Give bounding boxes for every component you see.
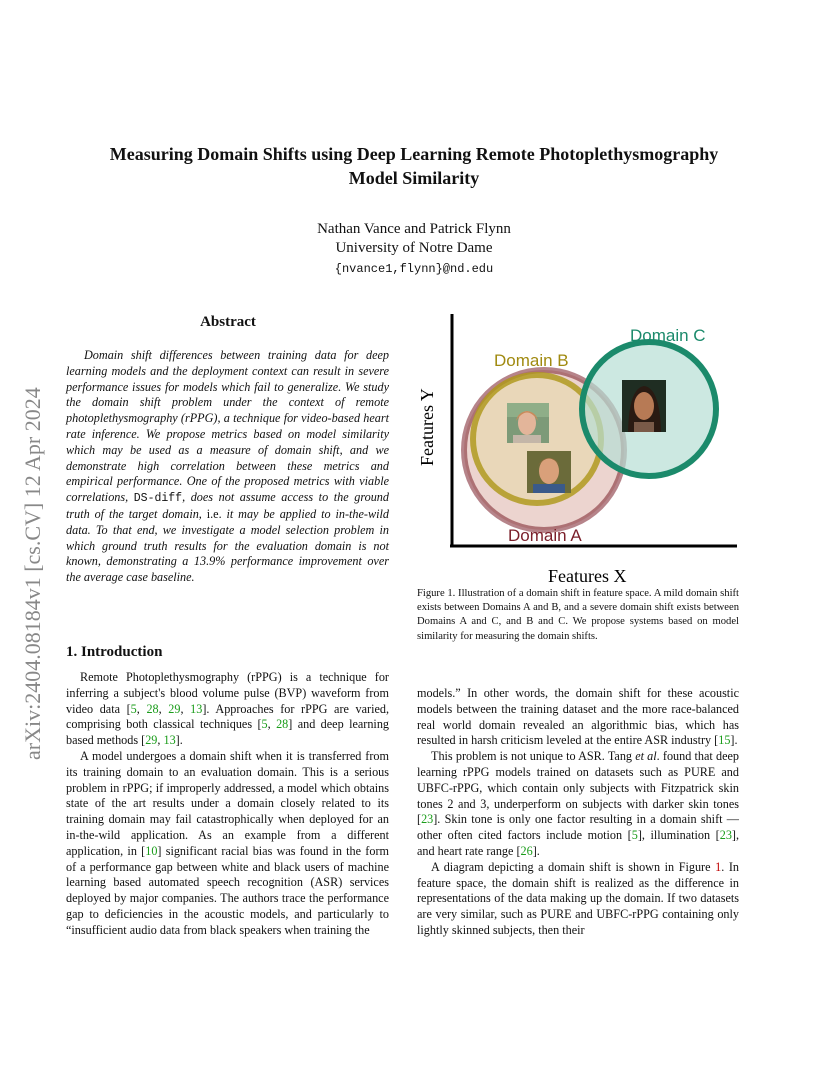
citation-link[interactable]: 15 — [718, 733, 731, 748]
right-paragraph-1: models.” In other words, the domain shift for these acoustic models between the training dataset and the more race-balanced real world domain revealed an algorithmic bias, which has resulted in harsh criticism leveled at the entire ASR industry [15]. — [417, 686, 739, 748]
author-names: Nathan Vance and Patrick Flynn — [317, 221, 511, 237]
citation-link[interactable]: 13 — [190, 701, 203, 716]
face-photo-2 — [527, 451, 571, 493]
figure-caption: Figure 1. Illustration of a domain shift in feature space. A mild domain shift exists between Domains A and B, and a severe domain shift exists between Domains A and C, and B and C. We propose systems based on model similarity for measuring the domain shifts. — [417, 588, 739, 642]
citation-link[interactable]: 5 — [631, 828, 638, 843]
y-axis-label: Features Y — [417, 388, 437, 466]
paper-title — [60, 142, 768, 190]
citation-link[interactable]: 5 — [261, 717, 268, 732]
citation-link[interactable]: 10 — [145, 843, 158, 858]
abstract-text: it may be applied to in-the-wild data. To that end, we investigate a model selection problem in which ground truth results for the evaluation domain is not known, demonstrating a 13.9% performance improvement over the average case baseline. — [66, 506, 389, 585]
domain-b-label: Domain B — [494, 351, 569, 370]
domain-shift-figure — [415, 308, 745, 588]
email: {nvance1,flynn}@nd.edu — [334, 262, 494, 276]
citation-link[interactable]: 29 — [168, 701, 181, 716]
intro-paragraph-2: A model undergoes a domain shift when it is transferred from its training domain to an evaluation domain. This is a serious problem in rPPG; if improperly addressed, a model which obtains state of the art results under a domain closely related to its training domain may fail catastrophically when deployed for an in-the-wild application. As an example from a different application, in [10] significant racial bias was found in the form of a performance gap between white and black users of machine learning based automated speech recognition (ASR) services deployed by major companies. The authors trace the performance gap to deficiencies in the acoustic models, and particularly to “insufficient audio data from black speakers when training the — [66, 748, 389, 937]
abstract-text: , does not assume access to the ground truth of the target domain, — [66, 490, 389, 521]
intro-heading: 1. Introduction — [66, 644, 163, 660]
citation-link[interactable]: 26 — [520, 843, 533, 858]
citation-link[interactable]: 28 — [146, 701, 159, 716]
domain-c-label: Domain C — [630, 326, 706, 345]
citation-link[interactable]: 13 — [163, 733, 176, 748]
title-line-2: Model Similarity — [348, 168, 480, 188]
abstract-body — [66, 348, 389, 586]
citation-link[interactable]: 23 — [719, 828, 732, 843]
citation-link[interactable]: 29 — [145, 733, 158, 748]
metric-name: DS-diff — [133, 492, 183, 506]
right-paragraph-2: This problem is not unique to ASR. Tang et al. found that deep learning rPPG models trained on datasets such as PURE and UBFC-rPPG, which contain only subjects with Fitzpatrick skin tones 2 and 3, underperform on subjects with darker skin tones [23]. Skin tone is only one factor resulting in a domain shift — other often cited factors include motion [5], illumination [23], and heart rate range [26]. — [417, 749, 740, 858]
right-paragraph-3: A diagram depicting a domain shift is shown in Figure 1. In feature space, the domain shift is realized as the difference in representations of the data making up the domain. If two datasets are very similar, such as PURE and UBFC-rPPG containing only lightly skinned subjects, then their — [417, 859, 739, 937]
citation-link[interactable]: 28 — [276, 717, 289, 732]
affiliation: University of Notre Dame — [335, 240, 493, 256]
title-line-1: Measuring Domain Shifts using Deep Learning Remote Photoplethysmography — [109, 144, 719, 164]
figure-reference-link[interactable]: 1 — [715, 859, 722, 874]
citation-link[interactable]: 5 — [130, 701, 137, 716]
abstract-text: i.e. — [206, 506, 222, 521]
arxiv-stamp-text: arXiv:2404.08184v1 [cs.CV] 12 Apr 2024 — [20, 387, 45, 760]
face-photo-3 — [622, 380, 666, 432]
domain-a-label: Domain A — [508, 526, 582, 545]
abstract-text: Domain shift differences between training data for deep learning models and the deployment context can result in severe performance issues for models which fail to generalize. We study the domain shift problem under the context of remote photoplethysmography (rPPG), a technique for video-based heart rate inference. We propose metrics based on model similarity which may be used as a measure of domain shift, and we demonstrate high correlation between these metrics and empirical performance. One of the proposed metrics with viable correlations, — [66, 348, 389, 505]
arxiv-stamp — [10, 286, 50, 760]
right-column-text — [417, 686, 739, 939]
author-block — [60, 220, 768, 279]
left-column-text — [66, 670, 389, 939]
x-axis-label: Features X — [548, 566, 627, 586]
intro-paragraph-1: Remote Photoplethysmography (rPPG) is a technique for inferring a subject's blood volume pulse (BVP) waveform from video data [5, 28, 29, 13]. Approaches for rPPG are varied, comprising both classical techniques [5, 28] and deep learning based methods [29, 13]. — [66, 670, 390, 748]
citation-link[interactable]: 23 — [421, 812, 434, 827]
face-photo-1 — [507, 403, 549, 443]
abstract-heading: Abstract — [200, 314, 256, 330]
